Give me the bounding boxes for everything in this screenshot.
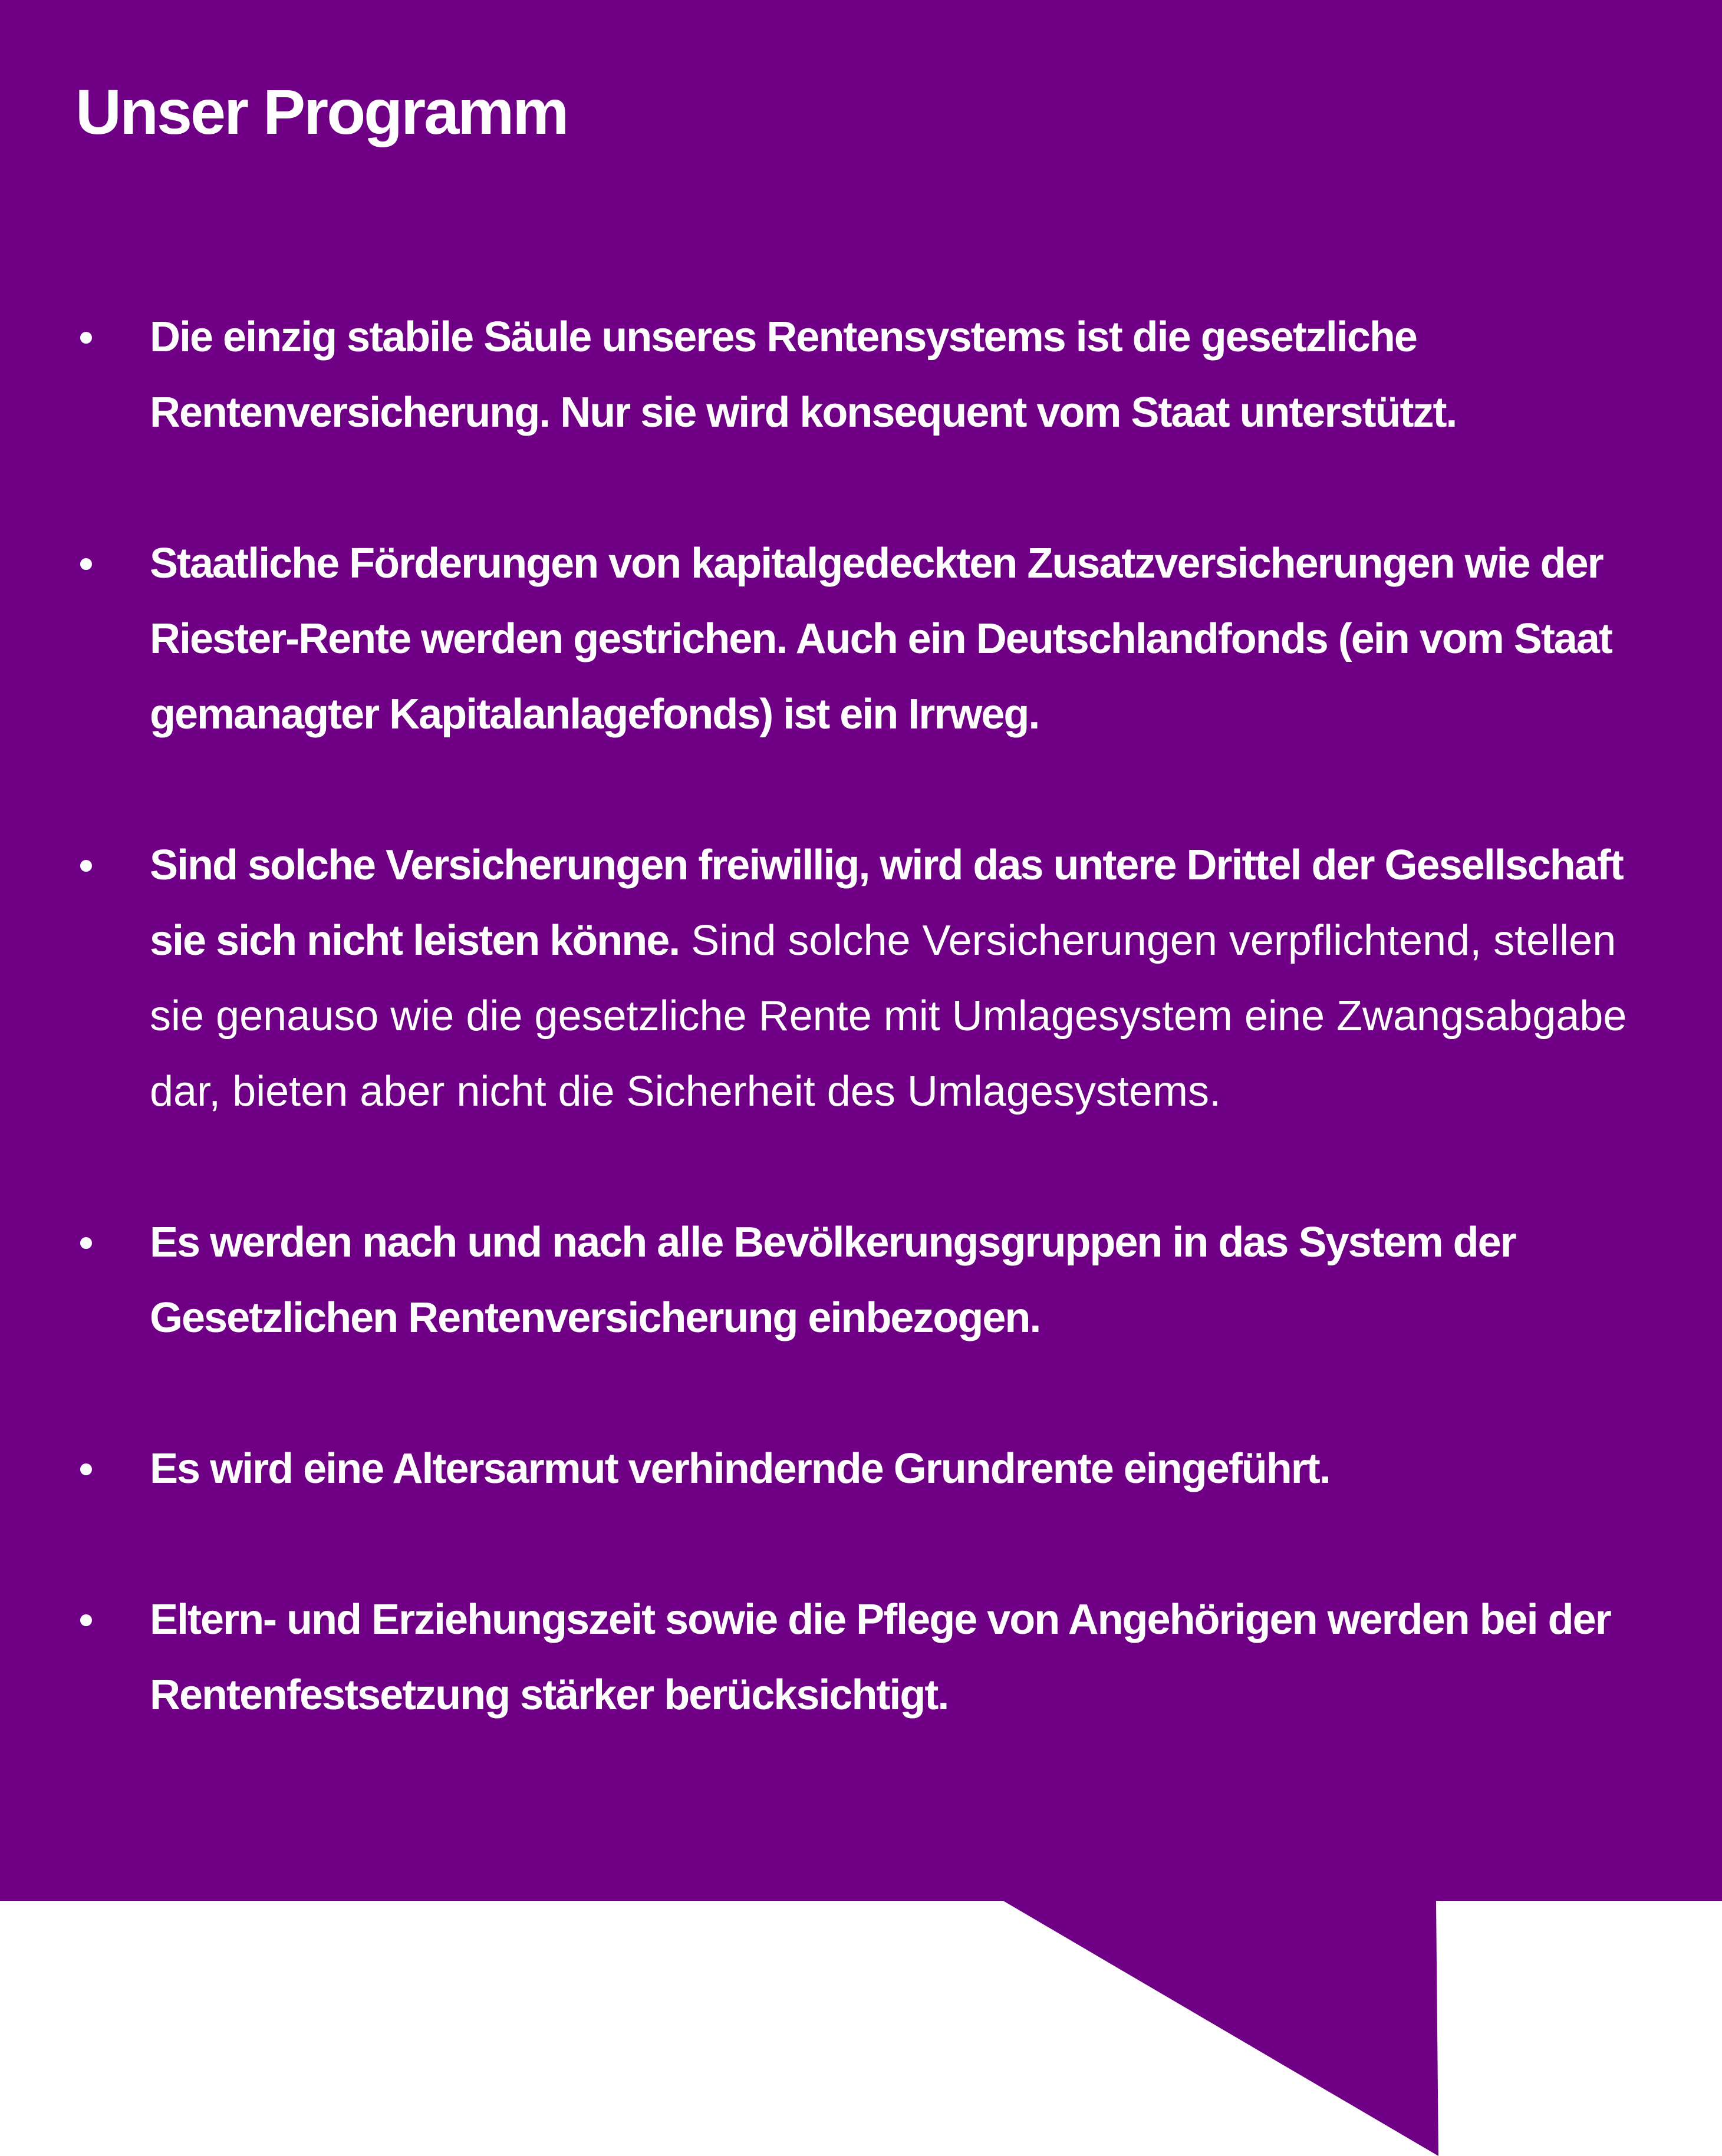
list-item <box>75 1205 1655 1356</box>
list-item <box>75 1582 1655 1733</box>
program-points-list <box>75 299 1655 1733</box>
point-bold-text: Sind solche Versicherungen freiwillig, wird das untere Drittel der Gesellschaft sie sich nicht leisten könne. <box>150 842 1623 964</box>
list-item <box>75 828 1655 1129</box>
point-bold-text: Die einzig stabile Säule unseres Rentensystems ist die gesetzliche Rentenversicherung. Nur sie wird konsequent vom Staat unterstützt. <box>150 314 1457 436</box>
point-bold-text: Es werden nach und nach alle Bevölkerungsgruppen in das System der Gesetzlichen Rentenversicherung einbezogen. <box>150 1219 1516 1341</box>
list-item <box>75 526 1655 752</box>
point-bold-text: Eltern- und Erziehungszeit sowie die Pflege von Angehörigen werden bei der Rentenfestsetzung stärker berücksichtigt. <box>150 1596 1611 1719</box>
point-light-text: Sind solche Versicherungen verpflichtend, stellen sie genauso wie die gesetzliche Rente mit Umlagesystem eine Zwangsabgabe dar, bieten aber nicht die Sicherheit des Umlagesystems. <box>150 917 1627 1115</box>
list-item <box>75 299 1655 450</box>
list-item <box>75 1431 1655 1506</box>
point-bold-text: Staatliche Förderungen von kapitalgedeckten Zusatzversicherungen wie der Riester-Rente werden gestrichen. Auch ein Deutschlandfonds (ein vom Staat gemanagter Kapitalanlagefonds) ist ein Irrweg. <box>150 540 1612 738</box>
program-content <box>75 71 1655 1808</box>
point-bold-text: Es wird eine Altersarmut verhindernde Grundrente eingeführt. <box>150 1445 1330 1492</box>
page-title: Unser Programm <box>75 76 568 147</box>
